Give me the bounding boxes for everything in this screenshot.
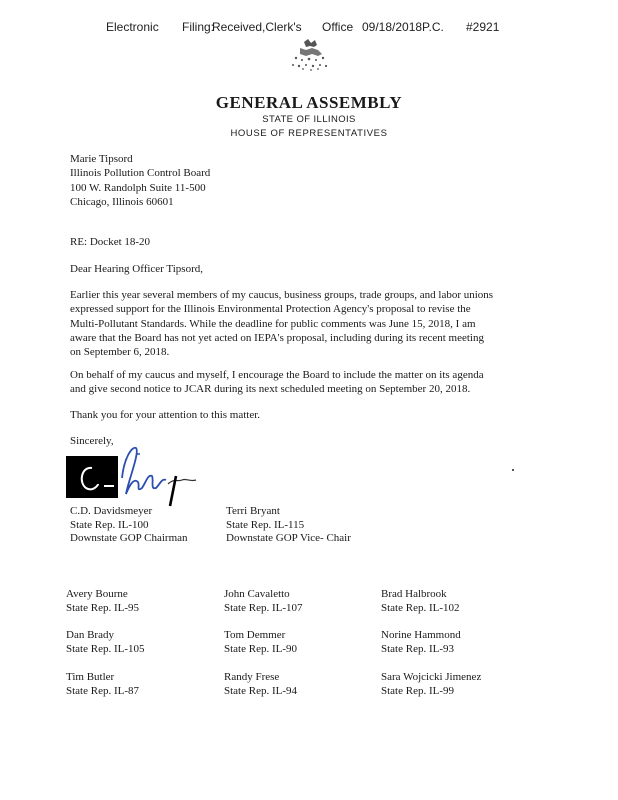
paragraph-line: Multi-Pollutant Standards. While the deadline for public comments was June 15, 2018, I am <box>70 317 476 330</box>
handwritten-signature-icon <box>66 438 216 508</box>
cosigner-name: John Cavaletto <box>224 588 290 600</box>
signer-name: Terri Bryant <box>226 505 280 517</box>
signer-davidsmeyer <box>70 504 188 545</box>
cosigner-title: State Rep. IL-90 <box>224 642 298 655</box>
cosigner-title: State Rep. IL-95 <box>66 601 140 614</box>
cosigner-demmer <box>224 628 297 655</box>
letterhead-house: HOUSE OF REPRESENTATIVES <box>230 128 388 139</box>
signer-role: Downstate GOP Chairman <box>70 532 188 544</box>
filing-electronic: Electronic <box>106 20 159 34</box>
cosigner-jimenez <box>381 670 481 697</box>
cosigner-title: State Rep. IL-107 <box>224 601 303 614</box>
cosigner-title: State Rep. IL-87 <box>66 684 140 697</box>
cosigner-brady <box>66 628 145 655</box>
scan-speck <box>512 469 514 471</box>
cosigner-name: Brad Halbrook <box>381 588 447 600</box>
cosigner-bourne <box>66 587 139 614</box>
paragraph-line: expressed support for the Illinois Environmental Protection Agency's proposal to revise the <box>70 303 471 316</box>
paragraph-line: Earlier this year several members of my caucus, business groups, trade groups, and labor unions <box>70 289 494 301</box>
cosigner-title: State Rep. IL-93 <box>381 642 455 655</box>
cosigner-butler <box>66 670 139 697</box>
cosigner-name: Sara Wojcicki Jimenez <box>381 671 482 683</box>
filing-header <box>106 20 606 36</box>
cosigner-name: Tom Demmer <box>224 629 286 641</box>
signer-role: Downstate GOP Vice- Chair <box>226 532 351 544</box>
paragraph-line: and give second notice to JCAR during its next scheduled meeting on September 20, 2018. <box>70 383 471 396</box>
cosigner-frese <box>224 670 297 697</box>
recipient-street: 100 W. Randolph Suite 11-500 <box>70 181 206 194</box>
recipient-address <box>70 152 370 209</box>
paragraph-line: on September 6, 2018. <box>70 346 170 359</box>
signer-bryant <box>226 504 351 545</box>
filing-office: Office <box>322 20 354 34</box>
re-line: RE: Docket 18-20 <box>70 236 151 248</box>
cosigner-title: State Rep. IL-102 <box>381 601 460 614</box>
filing-label: Filing: <box>182 20 215 34</box>
cosigner-name: Tim Butler <box>66 671 115 683</box>
paragraph-line: aware that the Board has not yet acted on IEPA's proposal, including during its recent meeting <box>70 331 484 344</box>
body-paragraph-3 <box>70 408 540 422</box>
cosigner-title: State Rep. IL-99 <box>381 684 455 697</box>
recipient-name: Marie Tipsord <box>70 153 133 165</box>
recipient-organization: Illinois Pollution Control Board <box>70 167 211 180</box>
cosigner-name: Avery Bourne <box>66 588 128 600</box>
cosigner-title: State Rep. IL-94 <box>224 684 298 697</box>
body-paragraph-2 <box>70 368 540 397</box>
closing: Sincerely, <box>70 435 114 447</box>
paragraph-line: Thank you for your attention to this matter. <box>70 409 261 421</box>
filing-received: Received,Clerk's <box>212 20 302 34</box>
filing-number: #2921 <box>466 20 500 34</box>
signer-title: State Rep. IL-115 <box>226 518 305 531</box>
filing-date: 09/18/2018P.C. <box>362 20 444 34</box>
cosigner-title: State Rep. IL-105 <box>66 642 145 655</box>
recipient-city: Chicago, Illinois 60601 <box>70 195 174 208</box>
salutation: Dear Hearing Officer Tipsord, <box>70 263 203 275</box>
cosigner-halbrook <box>381 587 460 614</box>
cosigner-name: Randy Frese <box>224 671 280 683</box>
letterhead-title: GENERAL ASSEMBLY <box>215 93 403 112</box>
letterhead-state: STATE OF ILLINOIS <box>262 114 356 125</box>
body-paragraph-1 <box>70 288 540 359</box>
state-seal-icon <box>284 38 336 72</box>
paragraph-line: On behalf of my caucus and myself, I encourage the Board to include the matter on its agenda <box>70 369 484 381</box>
cosigner-name: Norine Hammond <box>381 629 461 641</box>
cosigner-name: Dan Brady <box>66 629 114 641</box>
cosigner-cavaletto <box>224 587 303 614</box>
signer-title: State Rep. IL-100 <box>70 518 149 531</box>
signer-name: C.D. Davidsmeyer <box>70 505 153 517</box>
cosigner-hammond <box>381 628 461 655</box>
